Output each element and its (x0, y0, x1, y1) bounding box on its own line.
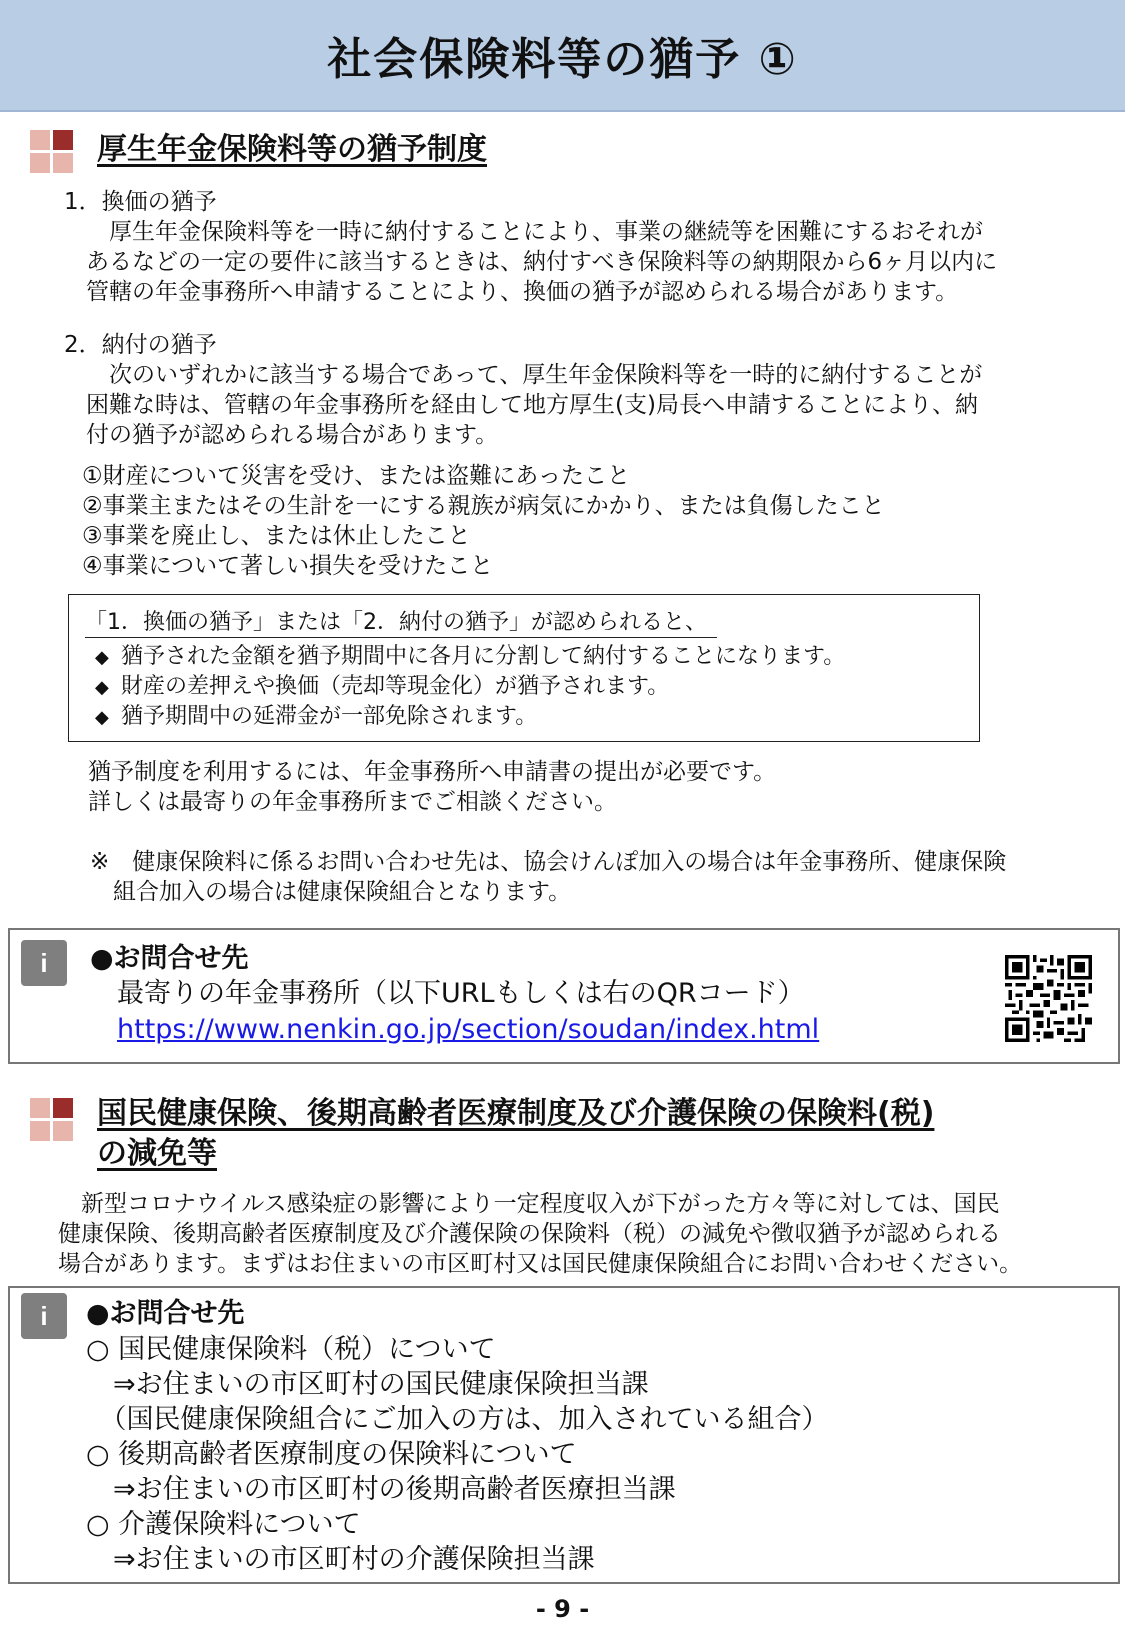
condition-item: ③事業を廃止し、または休止したこと (82, 523, 471, 549)
contact-item: ○ 介護保険料について (86, 1509, 361, 1540)
nenkin-url-link[interactable]: https://www.nenkin.go.jp/section/soudan/index.html (117, 1014, 820, 1045)
qr-code-icon[interactable] (1005, 955, 1092, 1042)
section-title-health: 国民健康保険、後期高齢者医療制度及び介護保険の保険料(税) (97, 1096, 935, 1131)
item1-line: 厚生年金保険料等を一時に納付することにより、事業の継続等を困難にするおそれが (86, 219, 983, 245)
section2-body-line: 健康保険、後期高齢者医療制度及び介護保険の保険料（税）の減免や徴収猶予が認められる (58, 1221, 1001, 1247)
note-line: 組合加入の場合は健康保険組合となります。 (113, 879, 572, 905)
contact-item: ⇒お住まいの市区町村の国民健康保険担当課 (86, 1369, 649, 1400)
item1-line: 管轄の年金事務所へ申請することにより、換価の猶予が認められる場合があります。 (86, 279, 959, 305)
usage-line: 猶予制度を利用するには、年金事務所へ申請書の提出が必要です。 (88, 759, 777, 785)
diamond-icon: ◆ (95, 707, 109, 728)
contact-heading: ●お問合せ先 (86, 1298, 245, 1329)
condition-item: ④事業について著しい損失を受けたこと (82, 553, 494, 579)
diamond-icon: ◆ (95, 677, 109, 698)
item1-heading: 1．換価の猶予 (64, 189, 217, 215)
item2-line: 困難な時は、管轄の年金事務所を経由して地方厚生(支)局長へ申請することにより、納 (86, 392, 978, 418)
section2-body-line: 新型コロナウイルス感染症の影響により一定程度収入が下がった方々等に対しては、国民 (58, 1191, 1000, 1217)
contact-item: ○ 後期高齢者医療制度の保険料について (86, 1439, 577, 1470)
notice-bullet: ◆ 財産の差押えや換価（売却等現金化）が猶予されます。 (95, 673, 669, 702)
page-number: - 9 - (535, 1595, 590, 1623)
note-line: ※ 健康保険料に係るお問い合わせ先は、協会けんぽ加入の場合は年金事務所、健康保険 (90, 849, 1007, 875)
notice-bullet: ◆ 猶予期間中の延滞金が一部免除されます。 (95, 703, 537, 732)
contact-description: 最寄りの年金事務所（以下URLもしくは右のQRコード） (117, 978, 805, 1009)
condition-item: ②事業主またはその生計を一にする親族が病気にかかり、または負傷したこと (82, 493, 885, 519)
diamond-icon: ◆ (95, 647, 109, 668)
info-icon: i (21, 940, 67, 986)
notice-bullet: ◆ 猶予された金額を猶予期間中に各月に分割して納付することになります。 (95, 643, 845, 672)
contact-heading: ●お問合せ先 (90, 943, 249, 974)
item2-heading: 2．納付の猶予 (64, 332, 217, 358)
page-header (0, 0, 1125, 112)
page-title: 社会保険料等の猶予 ① (327, 34, 798, 85)
contact-item: ⇒お住まいの市区町村の介護保険担当課 (86, 1544, 595, 1575)
item2-line: 付の猶予が認められる場合があります。 (86, 422, 499, 448)
section-title-health-cont: の減免等 (97, 1136, 217, 1171)
section-title-pension: 厚生年金保険料等の猶予制度 (97, 132, 487, 167)
contact-item: ○ 国民健康保険料（税）について (86, 1334, 496, 1365)
condition-item: ①財産について災害を受け、または盗難にあったこと (82, 463, 631, 489)
item2-line: 次のいずれかに該当する場合であって、厚生年金保険料等を一時的に納付することが (86, 362, 983, 388)
contact-item: （国民健康保険組合にご加入の方は、加入されている組合） (86, 1404, 829, 1435)
notice-box (68, 594, 980, 742)
contact-item: ⇒お住まいの市区町村の後期高齢者医療担当課 (86, 1474, 676, 1505)
item1-line: あるなどの一定の要件に該当するときは、納付すべき保険料等の納期限から6ヶ月以内に (86, 249, 998, 275)
info-icon: i (21, 1293, 67, 1339)
notice-lead: 「1．換価の猶予」または「2．納付の猶予」が認められると、 (85, 609, 717, 638)
section2-body-line: 場合があります。まずはお住まいの市区町村又は国民健康保険組合にお問い合わせください。 (58, 1251, 1023, 1277)
section-marker-icon (30, 1098, 76, 1144)
section-marker-icon (30, 130, 76, 176)
usage-line: 詳しくは最寄りの年金事務所までご相談ください。 (88, 789, 617, 815)
